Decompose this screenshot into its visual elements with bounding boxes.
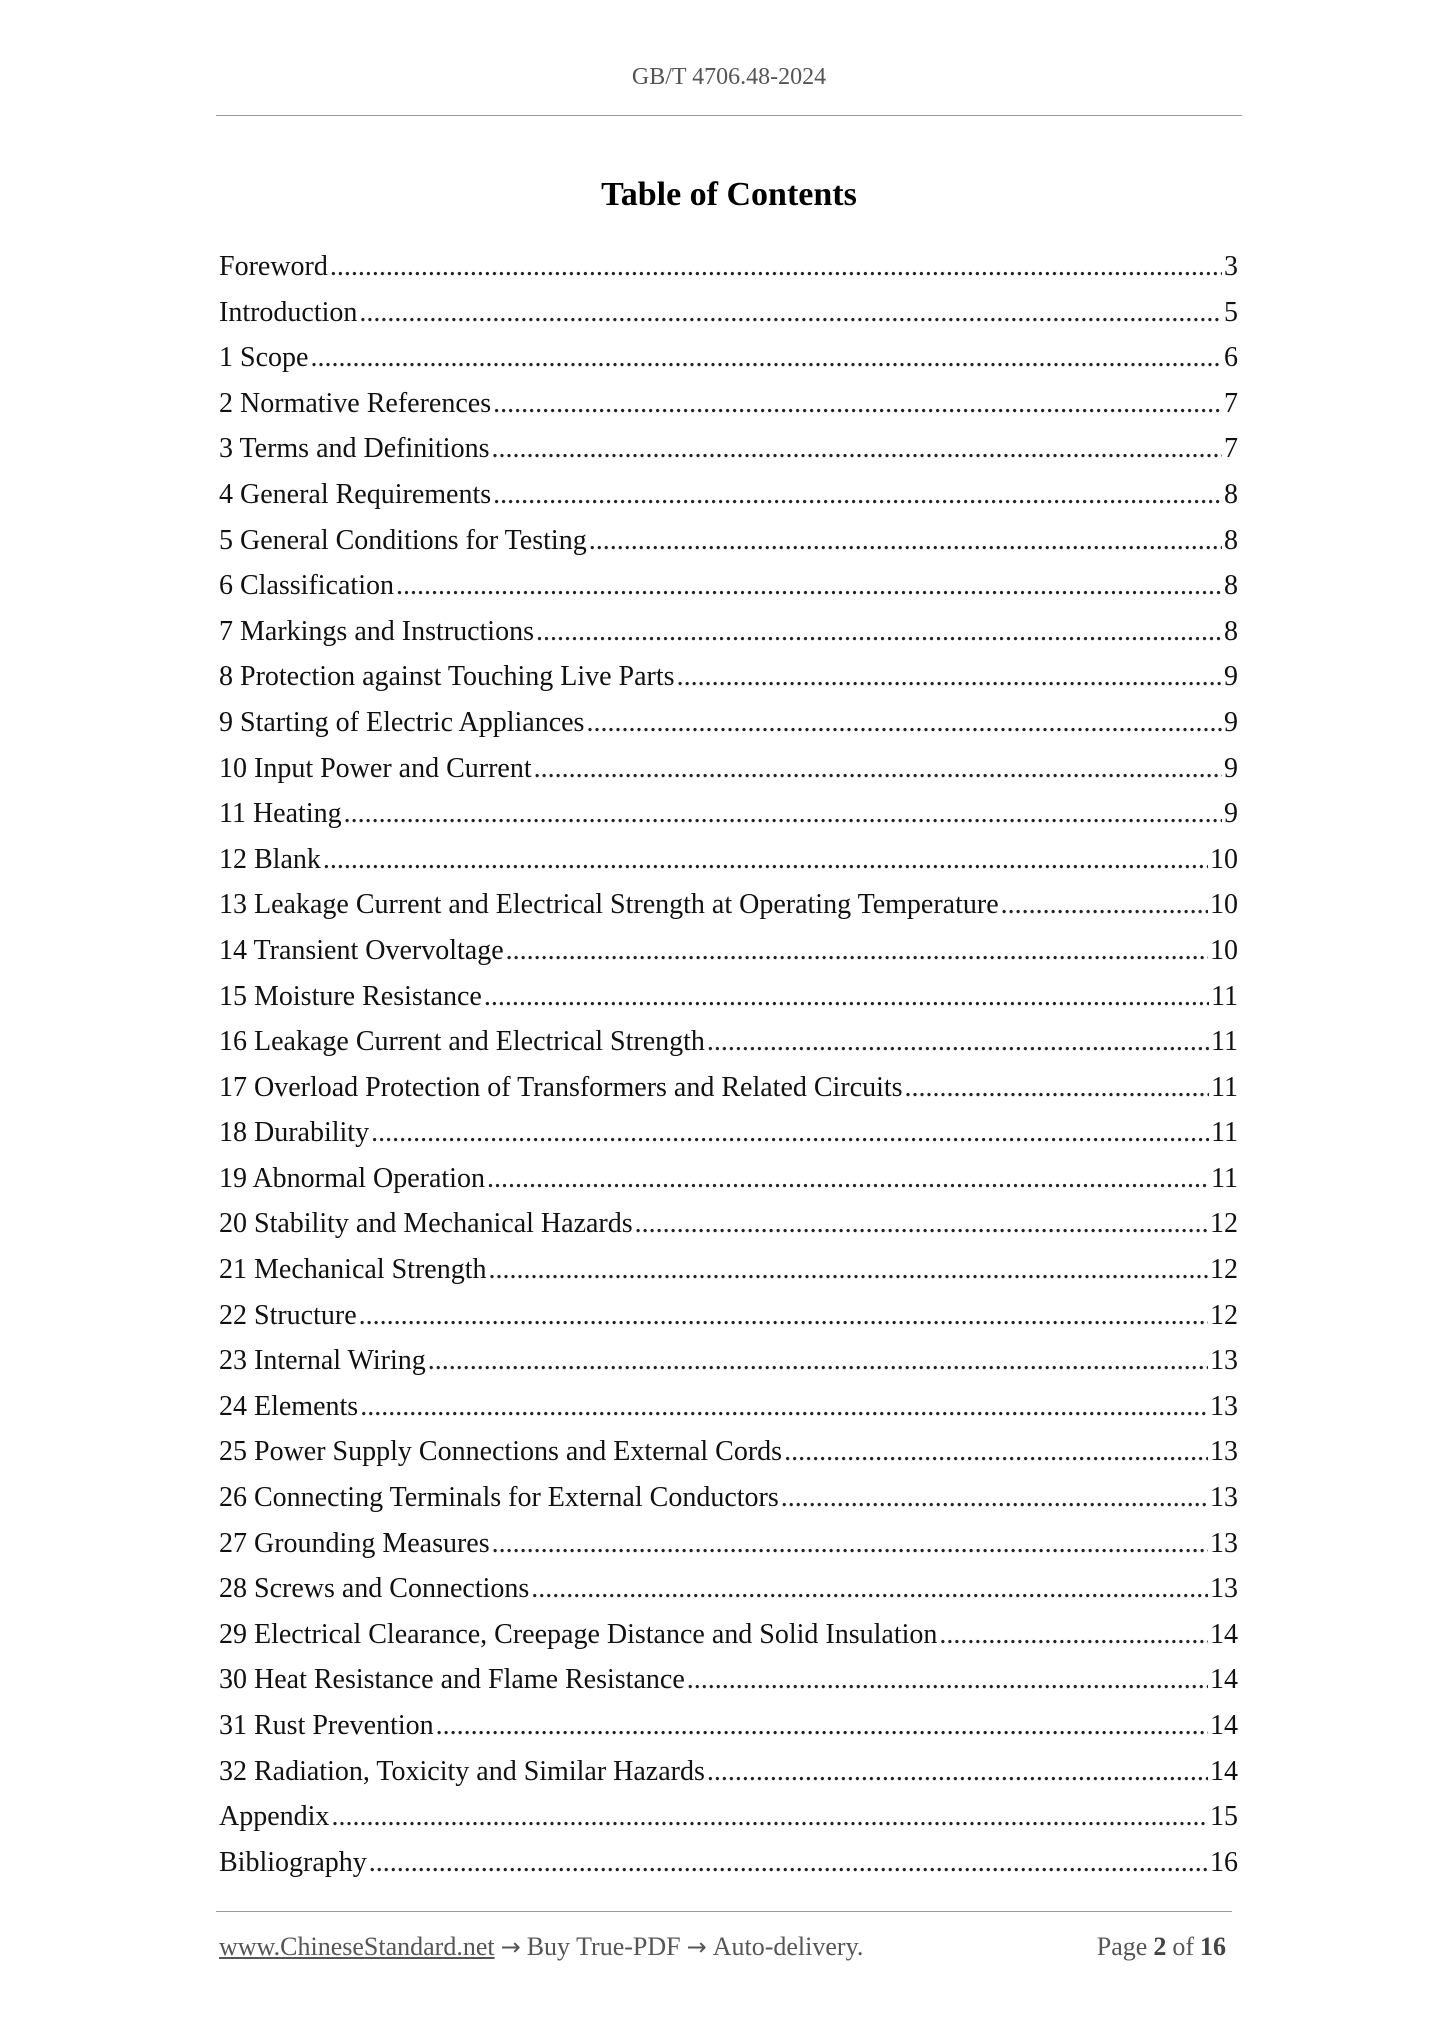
toc-entry[interactable] xyxy=(219,654,1238,700)
toc-entry[interactable] xyxy=(219,1703,1238,1749)
toc-entry-page-number: 16 xyxy=(1210,1846,1238,1878)
toc-dot-leader xyxy=(488,1247,1208,1293)
toc-entry-label: 29 Electrical Clearance, Creepage Distance and Solid Insulation xyxy=(219,1618,938,1650)
toc-dot-leader xyxy=(484,974,1209,1020)
toc-entry-label: Appendix xyxy=(219,1801,330,1833)
toc-entry-label: 4 General Requirements xyxy=(219,478,492,510)
toc-entry-label: 19 Abnormal Operation xyxy=(219,1162,485,1194)
toc-entry[interactable] xyxy=(219,1019,1238,1065)
toc-entry-page-number: 11 xyxy=(1211,1117,1238,1149)
toc-dot-leader xyxy=(589,518,1222,564)
toc-entry-page-number: 13 xyxy=(1210,1345,1238,1377)
toc-entry[interactable] xyxy=(219,290,1238,336)
toc-dot-leader xyxy=(487,1156,1209,1202)
toc-entry-label: 23 Internal Wiring xyxy=(219,1345,426,1377)
toc-entry[interactable] xyxy=(219,882,1238,928)
footer-promo xyxy=(219,1932,863,1962)
page-indicator xyxy=(1097,1932,1232,1962)
delivery-text: Auto-delivery. xyxy=(712,1932,864,1961)
toc-entry[interactable] xyxy=(219,1521,1238,1567)
toc-dot-leader xyxy=(534,746,1222,792)
toc-entry-label: 12 Blank xyxy=(219,843,321,875)
toc-entry-label: 3 Terms and Definitions xyxy=(219,433,490,465)
arrow-right-icon: → xyxy=(686,1933,707,1961)
toc-entry-page-number: 11 xyxy=(1211,1071,1238,1103)
toc-entry[interactable] xyxy=(219,1612,1238,1658)
toc-entry-page-number: 13 xyxy=(1210,1573,1238,1605)
toc-entry-page-number: 3 xyxy=(1224,251,1238,282)
toc-entry-page-number: 14 xyxy=(1210,1710,1238,1741)
toc-entry-label: 6 Classification xyxy=(219,570,394,602)
toc-entry-label: 21 Mechanical Strength xyxy=(219,1254,487,1286)
toc-entry-label: 10 Input Power and Current xyxy=(219,752,532,784)
document-id: GB/T 4706.48-2024 xyxy=(631,64,827,90)
toc-dot-leader xyxy=(784,1429,1208,1475)
page-word: Page xyxy=(1096,1932,1148,1961)
toc-dot-leader xyxy=(707,1019,1209,1065)
toc-dot-leader xyxy=(323,837,1208,883)
toc-dot-leader xyxy=(781,1475,1208,1521)
toc-entry[interactable] xyxy=(219,974,1238,1020)
toc-entry[interactable] xyxy=(219,928,1238,974)
toc-entry[interactable] xyxy=(219,472,1238,518)
toc-entry-page-number: 11 xyxy=(1211,980,1238,1012)
toc-entry[interactable] xyxy=(219,609,1238,655)
toc-entry-page-number: 5 xyxy=(1224,296,1238,328)
page-title: Table of Contents xyxy=(601,176,857,213)
toc-entry[interactable] xyxy=(219,1338,1238,1384)
toc-entry[interactable] xyxy=(219,791,1238,837)
toc-dot-leader xyxy=(677,654,1222,700)
toc-entry-page-number: 10 xyxy=(1210,843,1238,875)
toc-entry-page-number: 9 xyxy=(1224,661,1238,693)
toc-entry-label: 31 Rust Prevention xyxy=(219,1710,434,1741)
toc-entry-label: Bibliography xyxy=(219,1846,367,1878)
toc-entry[interactable] xyxy=(219,1293,1238,1339)
toc-entry-page-number: 13 xyxy=(1210,1482,1238,1514)
toc-entry-label: 18 Durability xyxy=(219,1117,370,1149)
toc-entry-page-number: 12 xyxy=(1210,1299,1238,1331)
total-pages-number: 16 xyxy=(1200,1932,1226,1961)
toc-entry[interactable] xyxy=(219,426,1238,472)
toc-dot-leader xyxy=(707,1749,1208,1795)
current-page-number: 2 xyxy=(1153,1932,1167,1961)
toc-entry[interactable] xyxy=(219,381,1238,427)
toc-entry-label: 15 Moisture Resistance xyxy=(219,980,482,1012)
toc-entry-label: 17 Overload Protection of Transformers and Related Circuits xyxy=(219,1071,903,1103)
toc-entry-page-number: 8 xyxy=(1224,478,1238,510)
toc-entry-page-number: 10 xyxy=(1210,934,1238,966)
toc-dot-leader xyxy=(939,1612,1208,1658)
toc-dot-leader xyxy=(531,1566,1208,1612)
toc-entry-label: 11 Heating xyxy=(219,798,342,830)
toc-entry-page-number: 14 xyxy=(1210,1618,1238,1650)
toc-entry-label: 8 Protection against Touching Live Parts xyxy=(219,661,675,693)
toc-entry-page-number: 9 xyxy=(1224,706,1238,738)
toc-dot-leader xyxy=(369,1840,1208,1886)
toc-dot-leader xyxy=(687,1657,1208,1703)
toc-entry-label: 20 Stability and Mechanical Hazards xyxy=(219,1208,633,1240)
toc-entry[interactable] xyxy=(219,563,1238,609)
toc-entry[interactable] xyxy=(219,1156,1238,1202)
toc-dot-leader xyxy=(536,609,1222,655)
toc-entry-label: 30 Heat Resistance and Flame Resistance xyxy=(219,1664,685,1696)
toc-entry-page-number: 15 xyxy=(1210,1801,1238,1833)
toc-dot-leader xyxy=(436,1703,1208,1749)
toc-entry-label: 24 Elements xyxy=(219,1390,359,1422)
toc-dot-leader xyxy=(396,563,1222,609)
toc-entry-page-number: 8 xyxy=(1224,570,1238,602)
toc-dot-leader xyxy=(905,1065,1209,1111)
toc-entry[interactable] xyxy=(219,1840,1238,1886)
toc-dot-leader xyxy=(492,1521,1208,1567)
toc-entry[interactable] xyxy=(219,1110,1238,1156)
toc-dot-leader xyxy=(493,381,1222,427)
toc-entry-label: 2 Normative References xyxy=(219,387,492,419)
toc-entry-label: 27 Grounding Measures xyxy=(219,1527,490,1559)
site-link[interactable]: www.ChineseStandard.net xyxy=(219,1932,495,1961)
toc-entry-label: 13 Leakage Current and Electrical Strength at Operating Temperature xyxy=(219,889,999,921)
toc-dot-leader xyxy=(506,928,1208,974)
toc-entry[interactable] xyxy=(219,1749,1238,1795)
page-footer xyxy=(219,1932,1232,1962)
toc-entry-page-number: 9 xyxy=(1224,798,1238,830)
toc-entry[interactable] xyxy=(219,518,1238,564)
toc-entry-label: 9 Starting of Electric Appliances xyxy=(219,706,585,738)
toc-entry-page-number: 11 xyxy=(1211,1026,1238,1058)
toc-entry-page-number: 11 xyxy=(1211,1162,1238,1194)
toc-entry-label: 25 Power Supply Connections and External Cords xyxy=(219,1436,783,1468)
toc-entry-page-number: 10 xyxy=(1210,889,1238,921)
toc-entry-label: 26 Connecting Terminals for External Conductors xyxy=(219,1482,779,1514)
footer-divider xyxy=(216,1911,1232,1912)
toc-entry[interactable] xyxy=(219,1201,1238,1247)
toc-entry-page-number: 12 xyxy=(1210,1208,1238,1240)
toc-entry-page-number: 8 xyxy=(1224,524,1238,556)
toc-dot-leader xyxy=(360,1384,1208,1430)
arrow-right-icon: → xyxy=(500,1933,521,1961)
toc-dot-leader xyxy=(359,290,1222,336)
toc-entry-label: 22 Structure xyxy=(219,1299,357,1331)
toc-entry-label: 5 General Conditions for Testing xyxy=(219,524,587,556)
toc-dot-leader xyxy=(635,1201,1208,1247)
toc-entry[interactable] xyxy=(219,746,1238,792)
of-word: of xyxy=(1172,1932,1194,1961)
toc-entry-page-number: 13 xyxy=(1210,1390,1238,1422)
table-of-contents xyxy=(219,244,1238,1885)
toc-entry[interactable] xyxy=(219,1247,1238,1293)
toc-dot-leader xyxy=(344,791,1222,837)
toc-entry[interactable] xyxy=(219,335,1238,381)
toc-dot-leader xyxy=(586,700,1222,746)
toc-entry[interactable] xyxy=(219,1065,1238,1111)
toc-dot-leader xyxy=(310,335,1222,381)
toc-entry-page-number: 7 xyxy=(1224,387,1238,419)
toc-entry-label: Introduction xyxy=(219,296,358,328)
toc-entry[interactable] xyxy=(219,1566,1238,1612)
toc-dot-leader xyxy=(491,426,1222,472)
toc-dot-leader xyxy=(359,1293,1208,1339)
toc-entry-label: 1 Scope xyxy=(219,342,309,374)
toc-dot-leader xyxy=(428,1338,1208,1384)
toc-entry-page-number: 12 xyxy=(1210,1254,1238,1286)
toc-entry-page-number: 14 xyxy=(1210,1664,1238,1696)
toc-entry-label: 7 Markings and Instructions xyxy=(219,615,534,647)
toc-entry-label: 14 Transient Overvoltage xyxy=(219,934,504,966)
toc-entry-page-number: 13 xyxy=(1210,1436,1238,1468)
toc-entry-label: 16 Leakage Current and Electrical Strength xyxy=(219,1026,705,1058)
toc-entry[interactable] xyxy=(219,1657,1238,1703)
buy-text: Buy True-PDF xyxy=(526,1932,681,1961)
toc-dot-leader xyxy=(493,472,1222,518)
toc-entry-page-number: 8 xyxy=(1224,615,1238,647)
toc-entry-label: Foreword xyxy=(219,251,328,282)
toc-entry-page-number: 6 xyxy=(1224,342,1238,374)
toc-entry-page-number: 7 xyxy=(1224,433,1238,465)
toc-entry[interactable] xyxy=(219,1794,1238,1840)
toc-entry[interactable] xyxy=(219,1384,1238,1430)
toc-entry[interactable] xyxy=(219,837,1238,883)
toc-entry[interactable] xyxy=(219,1475,1238,1521)
toc-entry[interactable] xyxy=(219,700,1238,746)
toc-entry-page-number: 9 xyxy=(1224,752,1238,784)
toc-entry[interactable] xyxy=(219,244,1238,290)
toc-dot-leader xyxy=(330,244,1222,290)
toc-entry-label: 28 Screws and Connections xyxy=(219,1573,530,1605)
toc-entry-page-number: 14 xyxy=(1210,1755,1238,1787)
toc-entry[interactable] xyxy=(219,1429,1238,1475)
toc-dot-leader xyxy=(371,1110,1209,1156)
running-header xyxy=(216,64,1242,91)
header-divider xyxy=(216,115,1242,116)
toc-entry-label: 32 Radiation, Toxicity and Similar Hazards xyxy=(219,1755,705,1787)
toc-dot-leader xyxy=(1001,882,1208,928)
toc-dot-leader xyxy=(331,1794,1208,1840)
toc-entry-page-number: 13 xyxy=(1210,1527,1238,1559)
